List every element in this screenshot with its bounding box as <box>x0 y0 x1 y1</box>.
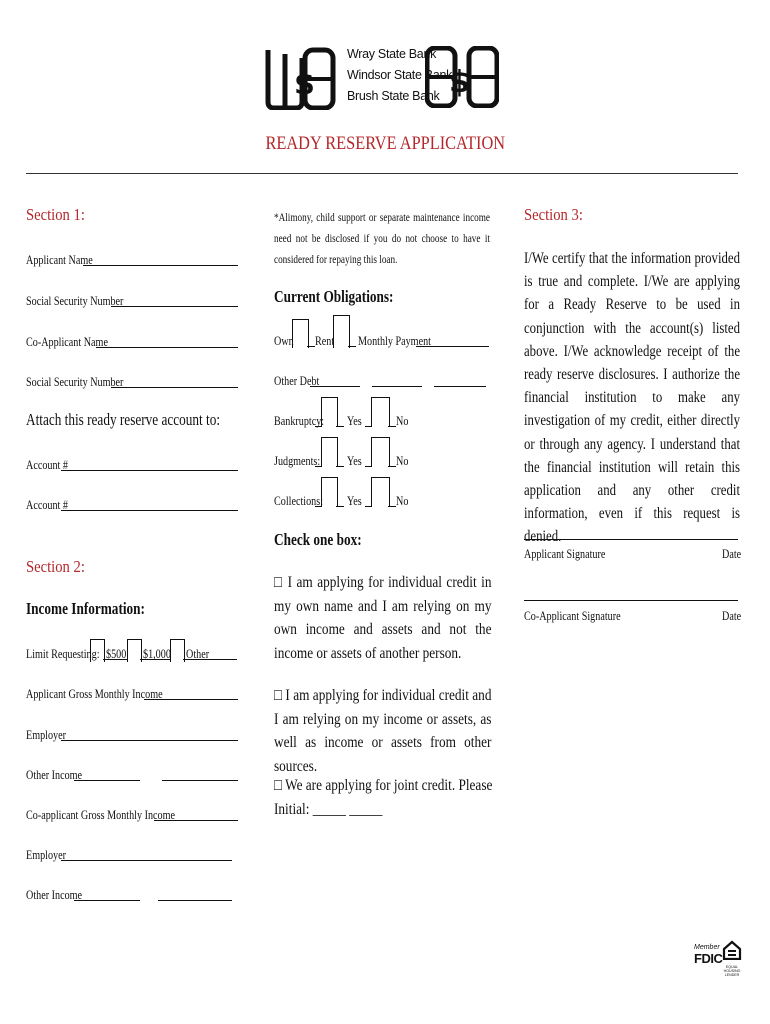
limit-1000-label: $1,000 <box>143 646 171 661</box>
other-debt-line-2[interactable] <box>372 386 422 387</box>
title-rule <box>26 173 738 174</box>
monthly-payment-label: Monthly Payment <box>358 333 431 348</box>
co-applicant-income-field[interactable]: Co-applicant Gross Monthly Income <box>26 807 238 823</box>
collections-label: Collections: <box>274 493 324 508</box>
own-label: Own <box>274 333 294 348</box>
employer1-field[interactable]: Employer <box>26 727 238 743</box>
applicant-signature-line[interactable] <box>524 539 738 540</box>
bankruptcy-no-label: No <box>396 413 409 428</box>
bankruptcy-yes-label: Yes <box>347 413 362 428</box>
option-individual-other[interactable]: □ I am applying for individual credit and I am relying on my income or assets, as well as income or assets from other sources. <box>274 687 492 775</box>
other-income1-field[interactable]: Other Income <box>26 767 238 783</box>
house-icon <box>722 940 742 960</box>
page-title: READY RESERVE APPLICATION <box>265 133 505 154</box>
employer2-field[interactable]: Employer <box>26 847 238 863</box>
judgments-yes-label: Yes <box>347 453 362 468</box>
alimony-note: *Alimony, child support or separate maintenance income need not be disclosed if you do not choose to have it considered for repaying this loan. <box>274 212 490 266</box>
co-applicant-signature-line[interactable] <box>524 600 738 601</box>
judgments-no-checkbox[interactable] <box>371 437 390 467</box>
co-applicant-signature-label: Co-Applicant Signature <box>524 608 621 623</box>
other-debt-label: Other Debt <box>274 373 320 388</box>
rent-checkbox[interactable] <box>333 315 350 348</box>
judgments-no-label: No <box>396 453 409 468</box>
bank-name-windsor: Windsor State Bank <box>347 68 453 82</box>
check-one-box-title: Check one box: <box>274 530 362 549</box>
svg-text:$: $ <box>294 67 315 102</box>
own-checkbox[interactable] <box>292 319 309 348</box>
section3-title: Section 3: <box>524 205 583 224</box>
income-info-title: Income Information: <box>26 599 145 618</box>
section1-title: Section 1: <box>26 205 85 224</box>
rent-label: Rent <box>315 333 335 348</box>
limit-other-label: Other <box>186 646 210 661</box>
bank-name-wray: Wray State Bank <box>347 47 437 61</box>
current-obligations-title: Current Obligations: <box>274 287 394 306</box>
collections-no-label: No <box>396 493 409 508</box>
bank-name-brush: Brush State Bank <box>347 89 440 103</box>
bankruptcy-label: Bankruptcy: <box>274 413 325 428</box>
account1-field[interactable]: Account # <box>26 457 238 473</box>
applicant-income-field[interactable]: Applicant Gross Monthly Income <box>26 686 238 702</box>
applicant-signature-label: Applicant Signature <box>524 546 606 561</box>
account2-field[interactable]: Account # <box>26 497 238 513</box>
bankruptcy-no-checkbox[interactable] <box>371 397 390 427</box>
attach-account-label: Attach this ready reserve account to: <box>26 410 221 429</box>
monthly-payment-line[interactable] <box>416 346 489 347</box>
bankruptcy-yes-checkbox[interactable] <box>321 397 338 427</box>
section2-title: Section 2: <box>26 557 85 576</box>
member-fdic-logo: Member FDIC <box>694 944 723 966</box>
limit-500-label: $500 <box>106 646 127 661</box>
collections-no-checkbox[interactable] <box>371 477 390 507</box>
applicant-name-field[interactable]: Applicant Name <box>26 252 238 268</box>
judgments-yes-checkbox[interactable] <box>321 437 338 467</box>
co-applicant-name-field[interactable]: Co-Applicant Name <box>26 334 238 350</box>
applicant-date-label: Date <box>722 546 742 561</box>
ssn2-field[interactable]: Social Security Number <box>26 374 238 390</box>
collections-yes-checkbox[interactable] <box>321 477 338 507</box>
wsb-logo-mark <box>265 44 337 110</box>
svg-text:$: $ <box>449 65 470 100</box>
ssn-field[interactable]: Social Security Number <box>26 293 238 309</box>
option-joint[interactable]: □ We are applying for joint credit. Please Initial: _____ _____ <box>274 777 493 818</box>
other-income2-field[interactable]: Other Income <box>26 887 238 903</box>
judgments-label: Judgments: <box>274 453 321 468</box>
co-applicant-date-label: Date <box>722 608 742 623</box>
other-debt-line-3[interactable] <box>434 386 486 387</box>
option-individual-own[interactable]: □ I am applying for individual credit in my own name and I am relying on my own income and assets and not the income or assets of another person. <box>274 574 492 662</box>
collections-yes-label: Yes <box>347 493 362 508</box>
bank-logo <box>265 44 500 112</box>
other-debt-line-1[interactable] <box>310 386 360 387</box>
equal-housing-lender-logo: EQUAL HOUSING LENDER <box>722 940 742 974</box>
certification-text: I/We certify that the information provided is true and complete. I/We are applying for a Ready Reserve to be used in conjunction with the account(s) listed above. I/We acknowledge receipt of the ready reserve disclosures. I authorize the financial institution to make any investigation of my credit, either directly or through any agency. I understand that the financial institution will retain this application and any other credit information, even if this request is denied. <box>524 250 740 546</box>
limit-requesting-label: Limit Requesting: <box>26 646 100 661</box>
